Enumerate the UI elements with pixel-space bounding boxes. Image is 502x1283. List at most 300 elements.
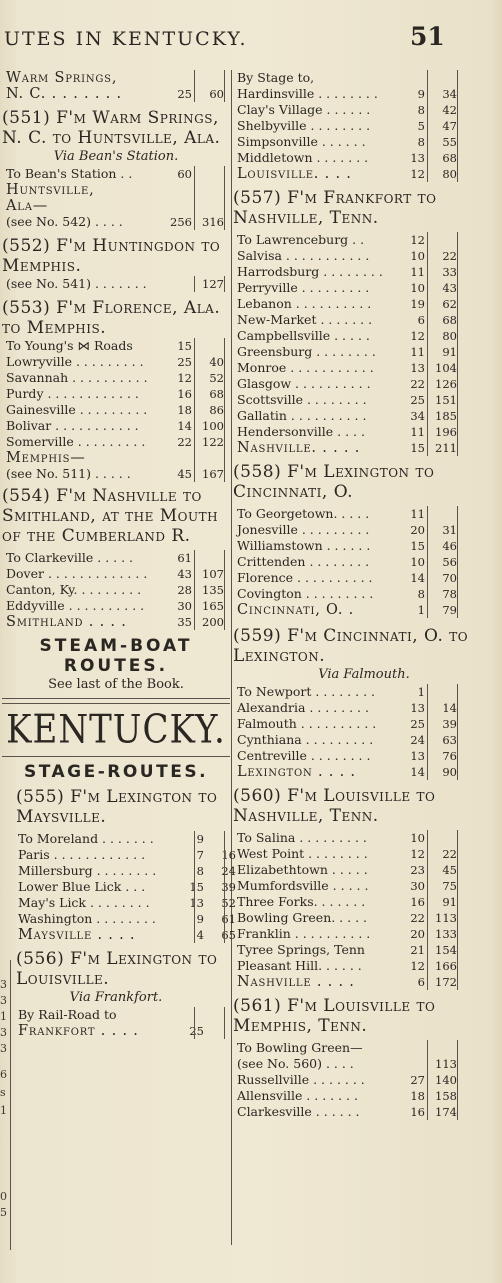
table-row xyxy=(14,831,230,847)
total-distance: 172 xyxy=(435,975,457,989)
table-row xyxy=(2,182,230,198)
table-row xyxy=(233,1040,495,1056)
place-name: (see No. 541) . . . . . . . xyxy=(6,276,147,291)
stage-distance: 6 xyxy=(417,975,425,989)
stage-distance: 10 xyxy=(410,249,425,263)
place-name: Savannah . . . . . . . . . . xyxy=(6,370,148,385)
table-row xyxy=(2,418,230,434)
stage-distance: 14 xyxy=(177,419,192,433)
stage-distance: 25 xyxy=(177,355,192,369)
place-name: Perryville . . . . . . . . . xyxy=(237,280,370,295)
stage-distance: 10 xyxy=(410,555,425,569)
table-rule xyxy=(224,550,225,630)
total-distance: 39 xyxy=(442,717,457,731)
edge-fragment: 0 xyxy=(0,1190,7,1203)
route-551-via: Via Bean's Station. xyxy=(53,149,179,164)
table-rule xyxy=(457,506,458,618)
table-row xyxy=(2,402,230,418)
total-distance: 46 xyxy=(442,539,457,553)
table-row xyxy=(233,408,495,424)
place-name: Memphis— xyxy=(6,450,86,466)
table-rule xyxy=(457,232,458,456)
table-row xyxy=(2,614,230,630)
state-heading: KENTUCKY. xyxy=(6,707,226,753)
table-row xyxy=(14,927,236,943)
stage-distance: 7 xyxy=(196,848,204,862)
route-553-title: (553) F'm Florence, Ala. to Memphis. xyxy=(2,298,221,338)
table-row xyxy=(2,386,230,402)
table-row xyxy=(233,830,495,846)
table-row xyxy=(233,248,495,264)
place-name: Glasgow . . . . . . . . . . xyxy=(237,376,371,391)
place-name: Millersburg . . . . . . . . xyxy=(18,863,157,878)
place-name: (see No. 511) . . . . . xyxy=(6,466,131,481)
total-distance: 75 xyxy=(442,879,457,893)
stage-distance: 15 xyxy=(177,339,192,353)
total-distance: 80 xyxy=(442,329,457,343)
place-name: Louisville. . . . xyxy=(237,166,352,182)
total-distance: 196 xyxy=(435,425,457,439)
stage-distance: 22 xyxy=(410,377,425,391)
total-distance: 68 xyxy=(209,387,224,401)
total-distance: 127 xyxy=(202,277,224,291)
route-552-table xyxy=(2,276,230,292)
table-row xyxy=(14,879,236,895)
table-rule xyxy=(224,70,225,102)
route-552-title: (552) F'm Huntingdon to Memphis. xyxy=(2,236,221,276)
table-row xyxy=(233,748,495,764)
table-row xyxy=(233,1072,495,1088)
total-distance: 165 xyxy=(202,599,224,613)
table-row xyxy=(233,878,495,894)
total-distance: 60 xyxy=(209,87,224,101)
place-name: Salvisa . . . . . . . . . . . xyxy=(237,248,370,263)
total-distance: 78 xyxy=(442,587,457,601)
table-row xyxy=(233,1056,495,1072)
edge-fragment: 1 xyxy=(0,1104,7,1117)
edge-fragment: 5 xyxy=(0,1206,7,1219)
stage-distance: 8 xyxy=(196,864,204,878)
table-row xyxy=(2,370,230,386)
table-rule xyxy=(224,831,225,943)
table-row xyxy=(233,376,495,392)
edge-fragment: 1 xyxy=(0,1010,7,1023)
total-distance: 45 xyxy=(442,863,457,877)
table-row xyxy=(233,522,495,538)
table-row xyxy=(233,764,495,780)
route-558-title: (558) F'm Lexington to Cincinnati, O. xyxy=(233,462,435,502)
place-name: By Stage to, xyxy=(237,70,315,85)
place-name: Alexandria . . . . . . . . xyxy=(237,700,369,715)
total-distance: 22 xyxy=(442,249,457,263)
stage-distance: 9 xyxy=(196,832,204,846)
total-distance: 86 xyxy=(209,403,224,417)
place-name: Clay's Village . . . . . . xyxy=(237,102,371,117)
table-row xyxy=(233,392,495,408)
total-distance: 34 xyxy=(442,87,457,101)
stage-distance: 12 xyxy=(410,847,425,861)
table-row xyxy=(2,354,230,370)
table-row xyxy=(233,894,495,910)
total-distance: 80 xyxy=(442,167,457,181)
stage-distance: 5 xyxy=(417,119,425,133)
place-name: Canton, Ky. . . . . . . . . xyxy=(6,582,142,597)
table-row xyxy=(233,538,495,554)
place-name: To Clarkeville . . . . . xyxy=(6,550,134,565)
place-name: Maysville . . . . xyxy=(18,927,136,943)
table-row xyxy=(233,1104,495,1120)
table-row xyxy=(233,684,495,700)
stage-distance: 12 xyxy=(410,959,425,973)
place-name: Crittenden . . . . . . . . xyxy=(237,554,370,569)
table-row xyxy=(233,700,495,716)
place-name: Williamstown . . . . . . xyxy=(237,538,371,553)
edge-fragment: 3 xyxy=(0,1026,7,1039)
table-row xyxy=(233,70,495,86)
stage-distance: 25 xyxy=(177,87,192,101)
stage-distance: 11 xyxy=(410,507,425,521)
running-title: UTES IN KENTUCKY. xyxy=(4,28,248,50)
place-name: Allensville . . . . . . . xyxy=(237,1088,358,1103)
place-name: (see No. 560) . . . . xyxy=(237,1056,354,1071)
stage-distance: 16 xyxy=(177,387,192,401)
place-name: Cincinnati, O. . xyxy=(237,602,355,618)
table-row xyxy=(2,582,230,598)
stage-distance: 14 xyxy=(410,765,425,779)
stage-distance: 11 xyxy=(410,345,425,359)
total-distance: 52 xyxy=(221,896,236,910)
table-row xyxy=(2,70,230,86)
route-551-title: (551) F'm Warm Springs, N. C. to Huntsville, Ala. xyxy=(2,108,221,148)
table-row xyxy=(2,214,230,230)
place-name: N. C. . . . . . . . xyxy=(6,86,122,102)
stage-distance: 11 xyxy=(410,425,425,439)
place-name: To Bowling Green— xyxy=(237,1040,363,1055)
total-distance: 154 xyxy=(435,943,457,957)
stage-distance: 20 xyxy=(410,927,425,941)
total-distance: 65 xyxy=(221,928,236,942)
edge-fragment: 6 xyxy=(0,1068,7,1081)
route-556-via: Via Frankfort. xyxy=(69,990,163,1005)
route-560-title: (560) F'm Louisville to Nashville, Tenn. xyxy=(233,786,436,826)
stage-distance: 45 xyxy=(177,467,192,481)
total-distance: 43 xyxy=(442,281,457,295)
total-distance: 42 xyxy=(442,103,457,117)
table-rule xyxy=(224,1007,225,1039)
place-name: By Rail-Road to xyxy=(18,1007,117,1022)
stage-distance: 19 xyxy=(410,297,425,311)
table-row xyxy=(2,338,230,354)
table-row xyxy=(233,554,495,570)
route-554-table xyxy=(2,550,230,630)
route-557-title: (557) F'm Frankfort to Nashville, Tenn. xyxy=(233,188,437,228)
total-distance: 113 xyxy=(435,911,457,925)
route-555-table xyxy=(2,831,236,943)
table-row xyxy=(233,118,495,134)
place-name: Tyree Springs, Tenn xyxy=(237,942,365,957)
table-row xyxy=(233,150,495,166)
table-row xyxy=(233,716,495,732)
place-name: Pleasant Hill. . . . . . xyxy=(237,958,362,973)
route-558-table xyxy=(233,506,495,618)
place-name: New-Market . . . . . . . xyxy=(237,312,373,327)
right-column xyxy=(233,70,495,1120)
total-distance: 24 xyxy=(221,864,236,878)
place-name: Scottsville . . . . . . . . xyxy=(237,392,367,407)
total-distance: 39 xyxy=(221,880,236,894)
total-distance: 68 xyxy=(442,151,457,165)
table-row xyxy=(233,602,495,618)
table-row xyxy=(2,466,230,482)
table-row xyxy=(233,264,495,280)
place-name: Jonesville . . . . . . . . . xyxy=(237,522,370,537)
stage-distance: 25 xyxy=(410,393,425,407)
total-distance: 151 xyxy=(435,393,457,407)
table-row xyxy=(2,550,230,566)
stage-distance: 34 xyxy=(410,409,425,423)
place-name: Lexington . . . . xyxy=(237,764,356,780)
place-name: Ala— xyxy=(6,198,49,214)
stage-distance: 15 xyxy=(189,880,204,894)
section-rule-1 xyxy=(2,698,230,699)
section-rule-3 xyxy=(2,756,230,757)
place-name: Nashville . . . . xyxy=(237,974,355,990)
table-row xyxy=(233,440,495,456)
table-row xyxy=(233,166,495,182)
total-distance: 133 xyxy=(435,927,457,941)
column-divider xyxy=(231,70,232,1245)
table-rule xyxy=(224,338,225,482)
table-rule xyxy=(457,830,458,990)
table-row xyxy=(233,570,495,586)
place-name: Lowryville . . . . . . . . . xyxy=(6,354,144,369)
place-name: Harrodsburg . . . . . . . . xyxy=(237,264,383,279)
stage-distance: 256 xyxy=(170,215,192,229)
route-557-table xyxy=(233,232,495,456)
place-name: Three Forks. . . . . . . xyxy=(237,894,366,909)
total-distance: 126 xyxy=(435,377,457,391)
place-name: Bowling Green. . . . . xyxy=(237,910,367,925)
edge-fragment: 3 xyxy=(0,978,7,991)
place-name: Frankfort . . . . xyxy=(18,1023,139,1039)
route-559-table xyxy=(233,684,495,780)
left-column xyxy=(2,70,236,1039)
total-distance: 185 xyxy=(435,409,457,423)
place-name: Monroe . . . . . . . . . . . xyxy=(237,360,374,375)
place-name: West Point . . . . . . . . xyxy=(237,846,368,861)
table-row xyxy=(233,862,495,878)
table-row xyxy=(233,102,495,118)
place-name: To Young's ⋈ Roads xyxy=(6,338,133,353)
table-row xyxy=(2,198,230,214)
stage-distance: 60 xyxy=(177,167,192,181)
place-name: Bolivar . . . . . . . . . . . xyxy=(6,418,139,433)
table-row xyxy=(14,1007,230,1023)
stage-distance: 1 xyxy=(417,685,425,699)
stage-distance: 28 xyxy=(177,583,192,597)
table-row xyxy=(14,863,236,879)
place-name: Hardinsville . . . . . . . . xyxy=(237,86,378,101)
total-distance: 107 xyxy=(202,567,224,581)
place-name: To Bean's Station . . xyxy=(6,166,133,181)
place-name: Hendersonville . . . . xyxy=(237,424,365,439)
total-distance: 52 xyxy=(209,371,224,385)
table-rule xyxy=(224,276,225,292)
route-556-continued-table xyxy=(233,70,495,182)
table-row xyxy=(233,586,495,602)
stage-distance: 21 xyxy=(410,943,425,957)
table-row xyxy=(233,232,495,248)
place-name: Huntsville, xyxy=(6,182,95,198)
total-distance: 14 xyxy=(442,701,457,715)
total-distance: 135 xyxy=(202,583,224,597)
total-distance: 55 xyxy=(442,135,457,149)
route-550-tail-table xyxy=(2,70,230,102)
place-name: Covington . . . . . . . . . xyxy=(237,586,374,601)
route-559-via: Via Falmouth. xyxy=(318,667,410,682)
place-name: (see No. 542) . . . . xyxy=(6,214,123,229)
table-row xyxy=(233,296,495,312)
total-distance: 40 xyxy=(209,355,224,369)
place-name: Cynthiana . . . . . . . . . xyxy=(237,732,374,747)
stage-distance: 18 xyxy=(410,1089,425,1103)
route-554-title: (554) F'm Nashville to Smithland, at the Mouth of the Cumberland R. xyxy=(2,486,219,546)
place-name: Lebanon . . . . . . . . . . xyxy=(237,296,372,311)
table-row xyxy=(233,312,495,328)
stage-distance: 27 xyxy=(410,1073,425,1087)
stage-distance: 12 xyxy=(177,371,192,385)
place-name: Warm Springs, xyxy=(6,70,118,86)
total-distance: 79 xyxy=(442,603,457,617)
page-number: 51 xyxy=(410,22,445,51)
table-row xyxy=(233,910,495,926)
table-rule xyxy=(224,166,225,230)
table-row xyxy=(2,166,230,182)
place-name: Dover . . . . . . . . . . . . . xyxy=(6,566,148,581)
stage-distance: 43 xyxy=(177,567,192,581)
total-distance: 122 xyxy=(202,435,224,449)
total-distance: 70 xyxy=(442,571,457,585)
place-name: To Newport . . . . . . . . xyxy=(237,684,376,699)
total-distance: 90 xyxy=(442,765,457,779)
total-distance: 316 xyxy=(202,215,224,229)
stage-distance: 12 xyxy=(410,233,425,247)
stage-distance: 14 xyxy=(410,571,425,585)
total-distance: 167 xyxy=(202,467,224,481)
table-row xyxy=(14,895,236,911)
stage-distance: 6 xyxy=(417,313,425,327)
place-name: Middletown . . . . . . . xyxy=(237,150,369,165)
stage-distance: 1 xyxy=(417,603,425,617)
place-name: Simpsonville . . . . . . xyxy=(237,134,366,149)
total-distance: 61 xyxy=(221,912,236,926)
route-555-title: (555) F'm Lexington to Maysville. xyxy=(16,787,218,827)
table-row xyxy=(2,276,230,292)
table-row xyxy=(233,86,495,102)
stage-distance: 13 xyxy=(410,151,425,165)
steamboat-note: See last of the Book. xyxy=(48,677,184,692)
stage-distance: 20 xyxy=(410,523,425,537)
route-553-table xyxy=(2,338,230,482)
table-rule xyxy=(457,1040,458,1120)
total-distance: 68 xyxy=(442,313,457,327)
route-551-table xyxy=(2,166,230,230)
table-rule xyxy=(457,70,458,182)
place-name: Clarkesville . . . . . . xyxy=(237,1104,360,1119)
table-row xyxy=(2,566,230,582)
place-name: To Moreland . . . . . . . xyxy=(18,831,154,846)
place-name: Gallatin . . . . . . . . . . xyxy=(237,408,367,423)
table-row xyxy=(233,134,495,150)
edge-fragment: 3 xyxy=(0,994,7,1007)
place-name: To Georgetown. . . . . xyxy=(237,506,370,521)
total-distance: 91 xyxy=(442,345,457,359)
table-row xyxy=(2,434,230,450)
stage-distance: 16 xyxy=(410,1105,425,1119)
total-distance: 113 xyxy=(435,1057,457,1071)
stage-distance: 8 xyxy=(417,135,425,149)
total-distance: 174 xyxy=(435,1105,457,1119)
table-row xyxy=(233,424,495,440)
place-name: May's Lick . . . . . . . . xyxy=(18,895,150,910)
edge-fragment: 3 xyxy=(0,1042,7,1055)
place-name: Gainesville . . . . . . . . . xyxy=(6,402,148,417)
table-row xyxy=(14,911,236,927)
total-distance: 91 xyxy=(442,895,457,909)
total-distance: 211 xyxy=(435,441,457,455)
stage-distance: 13 xyxy=(410,749,425,763)
place-name: Purdy . . . . . . . . . . . . xyxy=(6,386,139,401)
table-row xyxy=(233,846,495,862)
place-name: Russellville . . . . . . . xyxy=(237,1072,365,1087)
stage-distance: 9 xyxy=(417,87,425,101)
route-556-title: (556) F'm Lexington to Louisville. xyxy=(16,949,218,989)
table-row xyxy=(233,926,495,942)
total-distance: 33 xyxy=(442,265,457,279)
table-row xyxy=(2,86,230,102)
total-distance: 100 xyxy=(202,419,224,433)
table-row xyxy=(233,958,495,974)
total-distance: 76 xyxy=(442,749,457,763)
stage-distance: 30 xyxy=(410,879,425,893)
stage-distance: 11 xyxy=(410,265,425,279)
place-name: Falmouth . . . . . . . . . . xyxy=(237,716,377,731)
route-561-title: (561) F'm Louisville to Memphis, Tenn. xyxy=(233,996,436,1036)
total-distance: 166 xyxy=(435,959,457,973)
edge-fragment: s xyxy=(0,1086,6,1099)
table-row xyxy=(14,847,236,863)
place-name: Florence . . . . . . . . . . xyxy=(237,570,373,585)
route-556-table xyxy=(2,1007,230,1039)
total-distance: 22 xyxy=(442,847,457,861)
place-name: Centreville . . . . . . . . xyxy=(237,748,371,763)
stage-distance: 16 xyxy=(410,895,425,909)
total-distance: 62 xyxy=(442,297,457,311)
place-name: To Salina . . . . . . . . . xyxy=(237,830,367,845)
table-row xyxy=(233,344,495,360)
stage-distance: 10 xyxy=(410,831,425,845)
table-row xyxy=(233,732,495,748)
stage-distance: 25 xyxy=(410,717,425,731)
stage-distance: 25 xyxy=(189,1024,204,1038)
table-row xyxy=(233,974,495,990)
place-name: Greensburg . . . . . . . . xyxy=(237,344,376,359)
stage-distance: 61 xyxy=(177,551,192,565)
stage-distance: 15 xyxy=(410,441,425,455)
stage-distance: 10 xyxy=(410,281,425,295)
stage-distance: 23 xyxy=(410,863,425,877)
route-560-table xyxy=(233,830,495,990)
